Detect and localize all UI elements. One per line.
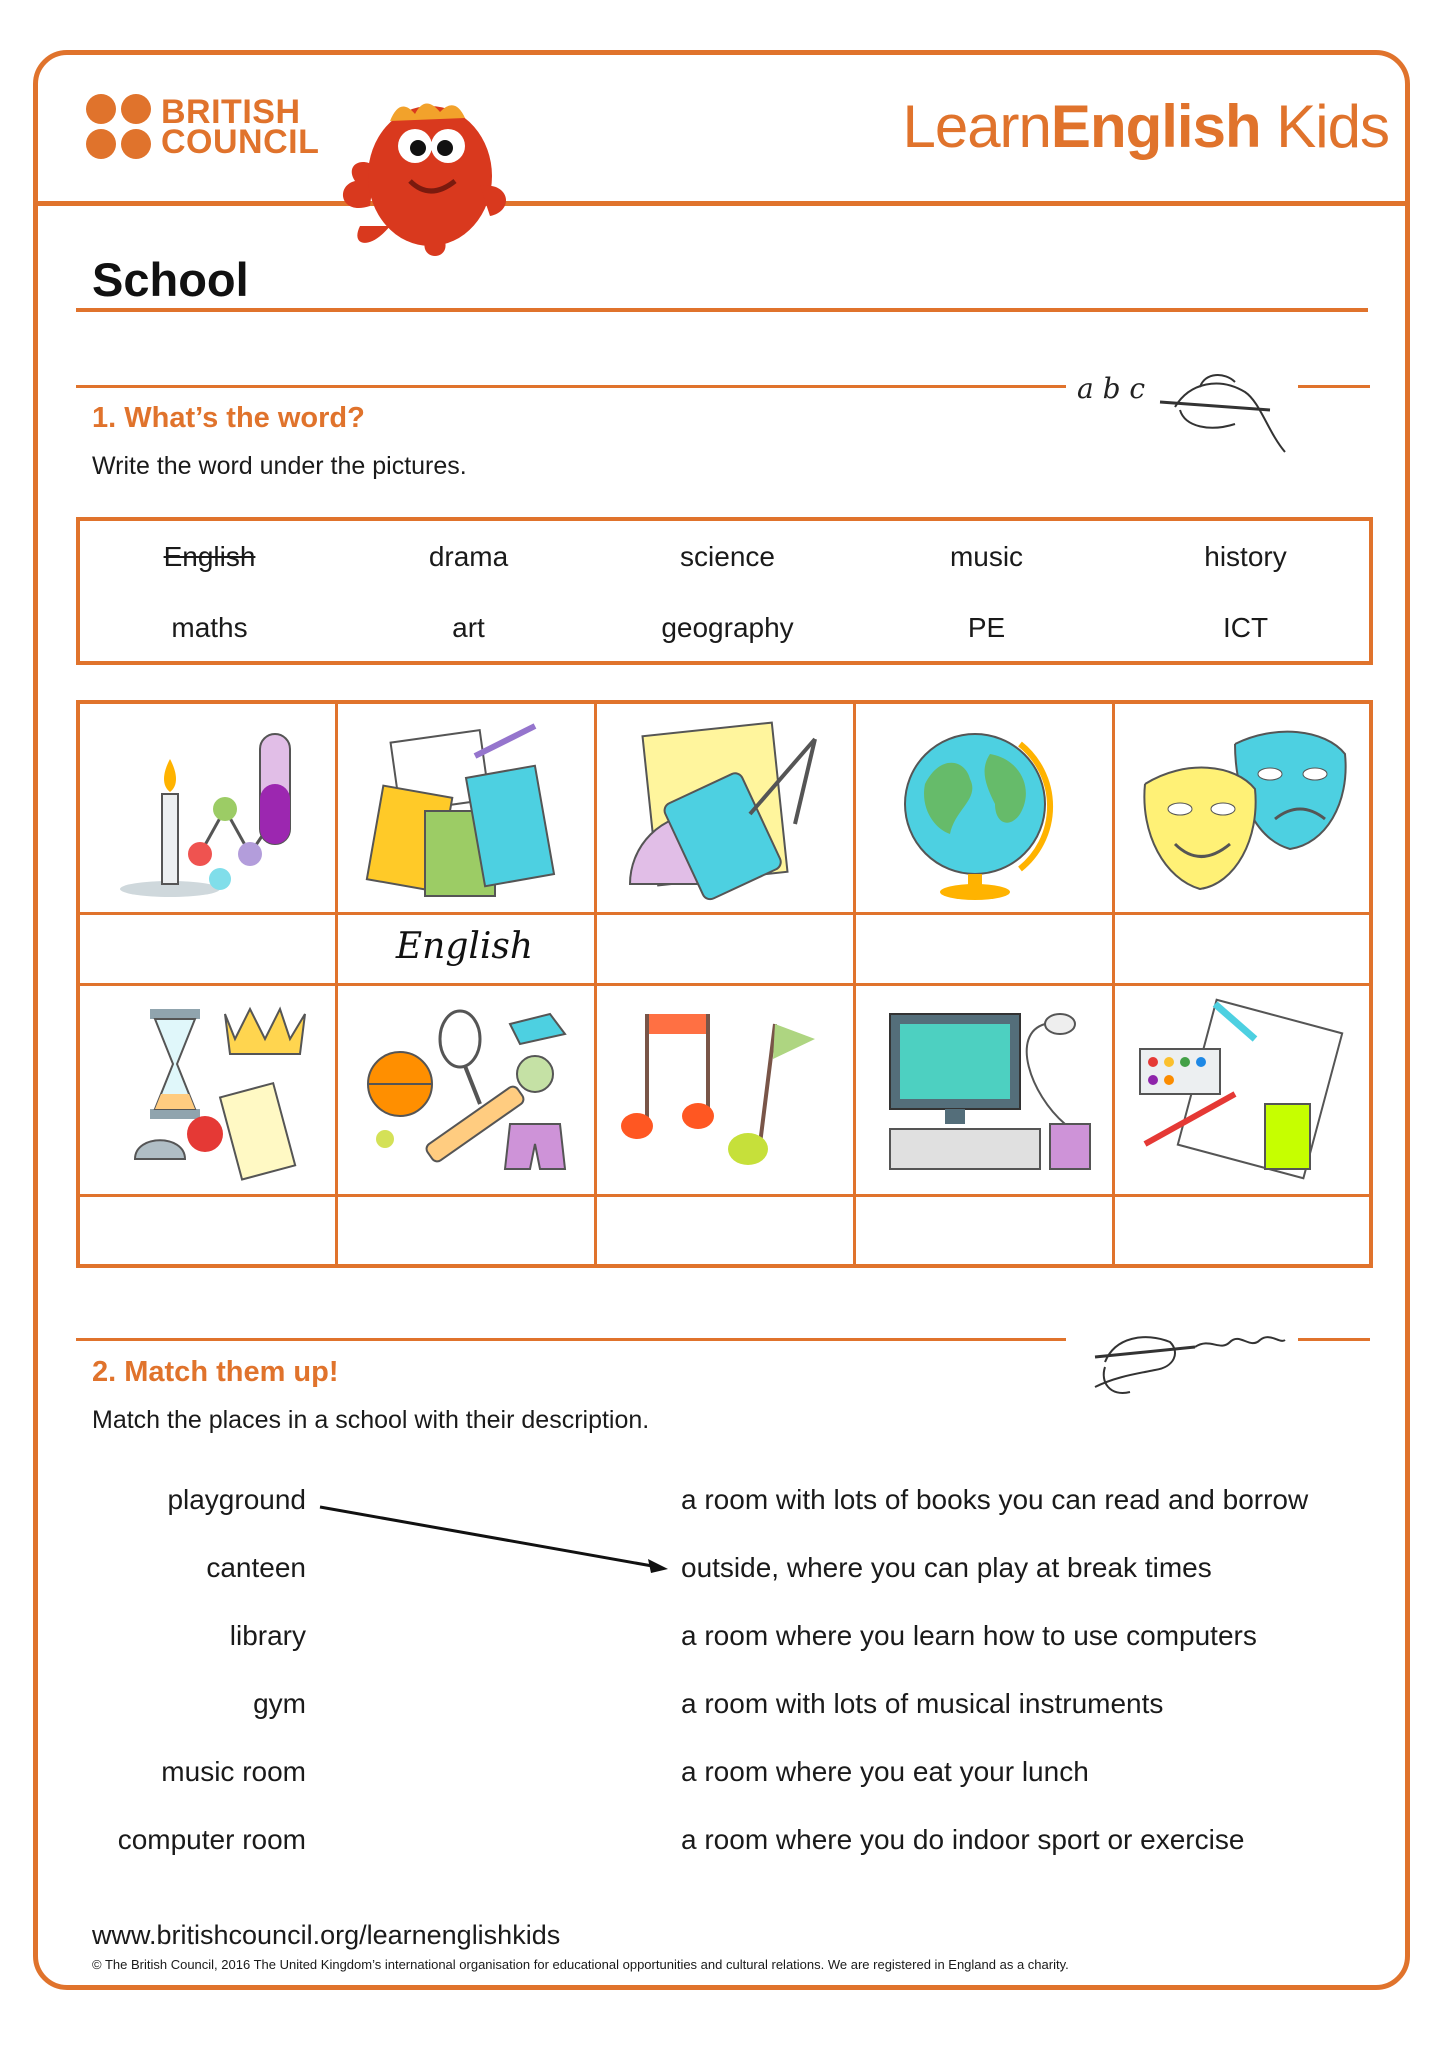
section1-rule-right <box>1298 385 1370 388</box>
word-history: history <box>1204 541 1287 572</box>
word-ict: ICT <box>1222 612 1269 643</box>
place-canteen: canteen <box>206 1552 306 1583</box>
word-art: art <box>452 612 485 643</box>
history-icon <box>105 994 325 1189</box>
writing-hand-icon <box>1150 362 1290 462</box>
section2-rule-right <box>1298 1338 1370 1341</box>
description-playground: outside, where you can play at break times <box>681 1552 1212 1583</box>
sports-icon <box>360 994 580 1189</box>
section2-rule <box>76 1338 1066 1341</box>
brand-line-2: COUNCIL <box>161 122 320 161</box>
example-match-arrow <box>318 1495 678 1575</box>
header-divider <box>37 201 1406 206</box>
page-title: School <box>92 253 249 306</box>
description-computer-room: a room where you learn how to use computers <box>681 1620 1257 1651</box>
british-council-dots-icon <box>86 94 151 159</box>
learnenglish-kids-logo <box>902 92 1389 161</box>
picture-grid <box>76 700 1373 1268</box>
place-playground: playground <box>167 1484 306 1515</box>
word-bank <box>76 517 1373 665</box>
title-underline <box>76 308 1368 312</box>
description-canteen: a room where you eat your lunch <box>681 1756 1089 1787</box>
word-english: English <box>163 541 256 572</box>
maths-icon <box>610 714 840 904</box>
science-icon <box>100 714 320 904</box>
section2-heading: 2. Match them up! <box>92 1356 339 1388</box>
answer-cell-books: English <box>395 926 534 967</box>
footer-url[interactable]: www.britishcouncil.org/learnenglishkids <box>92 1920 561 1950</box>
description-gym: a room where you do indoor sport or exercise <box>681 1824 1245 1855</box>
description-library: a room with lots of books you can read and borrow <box>681 1484 1309 1515</box>
british-council-logo <box>86 94 319 159</box>
place-library: library <box>229 1620 306 1651</box>
word-maths: maths <box>171 612 248 643</box>
logo-english: English <box>1050 93 1261 160</box>
word-geography: geography <box>661 612 794 643</box>
section1-rule <box>76 385 1066 388</box>
section1-instruction: Write the word under the pictures. <box>92 452 467 480</box>
globe-icon <box>870 714 1090 904</box>
place-music-room: music room <box>161 1756 306 1787</box>
word-music: music <box>949 541 1024 572</box>
drama-masks-icon <box>1125 714 1355 904</box>
word-drama: drama <box>428 541 509 572</box>
books-icon <box>355 716 575 906</box>
word-pe: PE <box>967 612 1006 643</box>
section1-heading: 1. What’s the word? <box>92 402 365 434</box>
footer-copyright: © The British Council, 2016 The United Kingdom’s international organisation for educational opportunities and cultural relations. We are registered in England as a charity. <box>92 1957 1069 1972</box>
computer-icon <box>870 994 1100 1189</box>
description-music-room: a room with lots of musical instruments <box>681 1688 1164 1719</box>
art-supplies-icon <box>1125 994 1355 1189</box>
place-gym: gym <box>253 1688 306 1719</box>
logo-kids: Kids <box>1260 93 1389 160</box>
monster-mascot-icon <box>330 86 530 261</box>
abc-label: a b c <box>1077 372 1146 405</box>
brand-line-1: BRITISH <box>161 92 301 131</box>
logo-learn: Learn <box>902 93 1051 160</box>
place-computer-room: computer room <box>117 1824 306 1855</box>
music-notes-icon <box>615 994 835 1189</box>
matching-hand-icon <box>1075 1312 1295 1412</box>
word-science: science <box>680 541 775 572</box>
section2-instruction: Match the places in a school with their description. <box>92 1406 650 1434</box>
